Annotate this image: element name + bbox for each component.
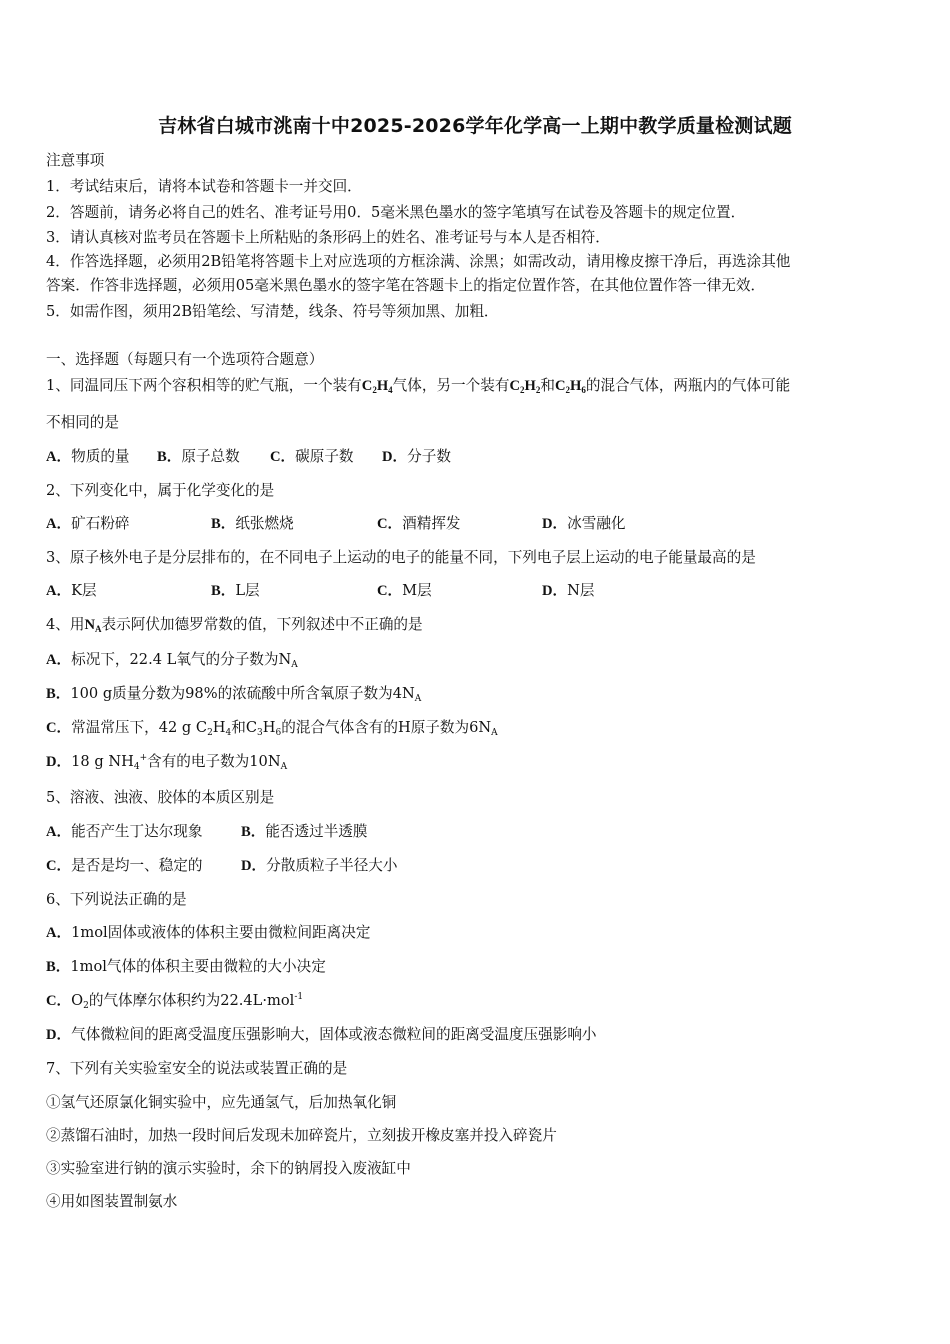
page-title: 吉林省白城市洮南十中2025-2026学年化学高一上期中教学质量检测试题 (158, 115, 792, 137)
notice-item: 3．请认真核对监考员在答题卡上所粘贴的条形码上的姓名、准考证号与本人是否相符． (46, 229, 610, 246)
q3-option-d[interactable]: D．N层 (542, 582, 595, 599)
question-3-stem: 3、原子核外电子是分层排布的，在不同电子上运动的电子的能量不同，下列电子层上运动的电子能量最高的是 (46, 549, 756, 566)
q1-option-b[interactable]: B．原子总数 (157, 448, 240, 465)
question-6-stem: 6、下列说法正确的是 (46, 891, 187, 908)
q1-option-c[interactable]: C．碳原子数 (270, 448, 354, 465)
q5-option-a[interactable]: A．能否产生丁达尔现象 (46, 823, 203, 840)
q7-statement-2: ②蒸馏石油时，加热一段时间后发现未加碎瓷片，立刻拔开橡皮塞并投入碎瓷片 (46, 1127, 557, 1144)
notice-item: 2．答题前，请务必将自己的姓名、准考证号用0．5毫米黑色墨水的签字笔填写在试卷及答题卡的规定位置． (46, 204, 746, 221)
q3-option-a[interactable]: A．K层 (46, 582, 97, 599)
q4-option-b[interactable]: B．100 g质量分数为98%的浓硫酸中所含氧原子数为$4N_A$ (46, 685, 422, 704)
q3-option-c[interactable]: C．M层 (377, 582, 432, 599)
q3-option-b[interactable]: B．L层 (211, 582, 260, 599)
q6-option-b[interactable]: B．1mol气体的体积主要由微粒的大小决定 (46, 958, 326, 975)
q2-option-c[interactable]: C．酒精挥发 (377, 515, 461, 532)
q1-option-d[interactable]: D．分子数 (382, 448, 451, 465)
q1-option-a[interactable]: A．物质的量 (46, 448, 130, 465)
question-1-stem-cont: 不相同的是 (46, 414, 119, 431)
q6-option-c[interactable]: C．$O_2$的气体摩尔体积约为22.4L·mol$^{-1}$ (46, 992, 304, 1011)
notice-heading: 注意事项 (46, 152, 105, 169)
q2-option-a[interactable]: A．矿石粉碎 (46, 515, 130, 532)
notice-item: 答案．作答非选择题，必须用05毫米黑色墨水的签字笔在答题卡上的指定位置作答，在其他位置作答一律无效． (46, 277, 766, 294)
q7-statement-3: ③实验室进行钠的演示实验时，余下的钠屑投入废液缸中 (46, 1160, 411, 1177)
question-7-stem: 7、下列有关实验室安全的说法或装置正确的是 (46, 1060, 348, 1077)
q7-statement-4: ④用如图装置制氨水 (46, 1193, 178, 1210)
section-heading: 一、选择题（每题只有一个选项符合题意） (46, 351, 324, 368)
question-4-stem: 4、用$N_A$表示阿伏加德罗常数的值，下列叙述中不正确的是 (46, 616, 423, 634)
q5-option-d[interactable]: D．分散质粒子半径大小 (241, 857, 398, 874)
q6-option-a[interactable]: A．1mol固体或液体的体积主要由微粒间距离决定 (46, 924, 371, 941)
q4-option-d[interactable]: D．18 g $NH_4^+$含有的电子数为$10N_A$ (46, 753, 288, 772)
q6-option-d[interactable]: D．气体微粒间的距离受温度压强影响大，固体或液态微粒间的距离受温度压强影响小 (46, 1026, 597, 1043)
q2-option-b[interactable]: B．纸张燃烧 (211, 515, 294, 532)
notice-item: 5．如需作图，须用2B铅笔绘、写清楚，线条、符号等须加黑、加粗． (46, 303, 499, 320)
q4-option-a[interactable]: A．标况下，22.4 L氧气的分子数为$N_A$ (46, 651, 298, 670)
q4-option-c[interactable]: C．常温常压下，42 g $C_2H_4$和$C_3H_6$的混合气体含有的H原子数为$6N_A$ (46, 719, 498, 738)
q5-option-c[interactable]: C．是否是均一、稳定的 (46, 857, 203, 874)
notice-item: 1．考试结束后，请将本试卷和答题卡一并交回． (46, 178, 362, 195)
notice-item: 4．作答选择题，必须用2B铅笔将答题卡上对应选项的方框涂满、涂黑；如需改动，请用橡皮擦干净后，再选涂其他 (46, 253, 791, 270)
question-5-stem: 5、溶液、浊液、胶体的本质区别是 (46, 789, 275, 806)
question-2-stem: 2、下列变化中，属于化学变化的是 (46, 482, 275, 499)
q2-option-d[interactable]: D．冰雪融化 (542, 515, 626, 532)
q7-statement-1: ①氢气还原氯化铜实验中，应先通氢气，后加热氧化铜 (46, 1094, 397, 1111)
question-1-stem: 1、同温同压下两个容积相等的贮气瓶，一个装有$C_2H_4$气体，另一个装有$C_2H_2$和$C_2H_6$的混合气体，两瓶内的气体可能 (46, 377, 791, 395)
q5-option-b[interactable]: B．能否透过半透膜 (241, 823, 368, 840)
